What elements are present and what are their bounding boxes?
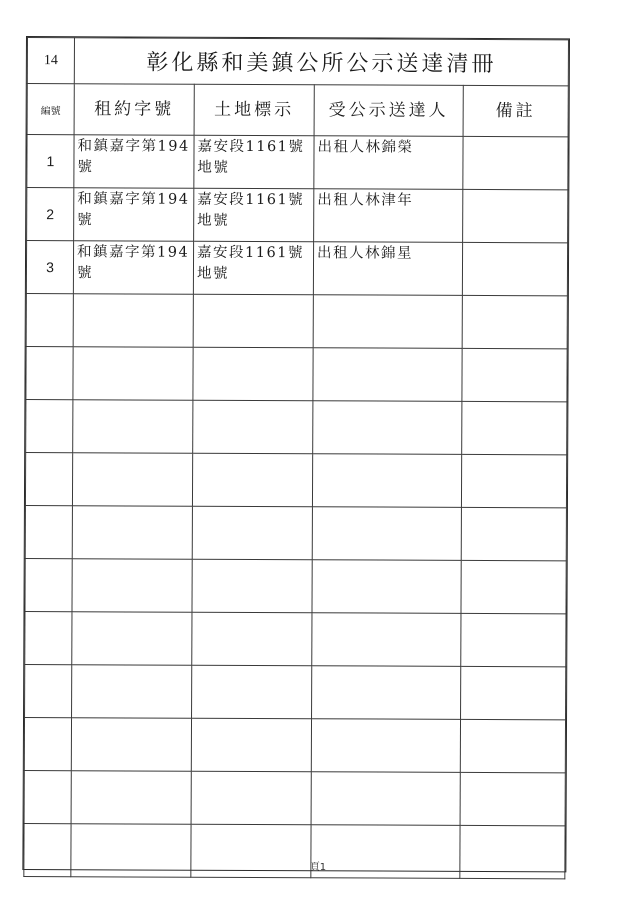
table-row — [24, 718, 565, 773]
land-cell — [193, 400, 313, 454]
note-cell — [461, 454, 566, 507]
row-number — [25, 559, 72, 612]
table-row — [24, 770, 565, 825]
note-cell — [460, 719, 565, 772]
page-number: 14 — [27, 38, 74, 84]
row-number — [26, 347, 73, 400]
row-number — [25, 665, 72, 718]
recipient-cell — [312, 454, 461, 508]
lease-number-cell — [73, 347, 193, 401]
lease-number-cell — [73, 294, 193, 348]
row-number: 1 — [27, 135, 74, 188]
land-cell — [192, 665, 312, 719]
recipient-cell — [312, 560, 461, 614]
table-row — [27, 135, 568, 190]
title-row — [27, 38, 568, 86]
land-cell — [193, 347, 313, 401]
note-cell — [461, 507, 566, 560]
note-cell — [461, 666, 566, 719]
row-number — [24, 770, 71, 823]
land-cell: 嘉安段1161號地號 — [194, 135, 314, 189]
recipient-cell: 出租人林錦榮 — [314, 136, 463, 190]
lease-number-cell — [72, 612, 192, 666]
table-row — [26, 241, 567, 296]
table-row — [26, 294, 567, 349]
lease-number-cell — [72, 506, 192, 560]
land-cell — [192, 612, 312, 666]
row-number — [26, 294, 73, 347]
recipient-cell — [312, 666, 461, 720]
note-cell — [462, 348, 567, 401]
note-cell — [461, 560, 566, 613]
table-row — [25, 612, 566, 667]
lease-number-cell — [72, 559, 192, 613]
page-footer: 頁1 — [309, 862, 327, 873]
table-row — [25, 559, 566, 614]
note-cell — [463, 189, 568, 242]
document-title: 彰化縣和美鎮公所公示送達清冊 — [74, 38, 568, 86]
header-row — [27, 84, 568, 137]
note-cell — [462, 401, 567, 454]
table-row — [25, 453, 566, 508]
land-cell — [191, 718, 311, 772]
land-cell: 嘉安段1161號地號 — [193, 241, 313, 295]
land-cell — [192, 453, 312, 507]
table-row — [26, 400, 567, 455]
lease-number-cell: 和鎮嘉字第194號 — [74, 135, 194, 189]
lease-number-cell: 和鎮嘉字第194號 — [74, 188, 194, 242]
lease-number-cell — [71, 771, 191, 825]
table-row — [25, 665, 566, 720]
recipient-cell: 出租人林津年 — [314, 189, 463, 243]
land-cell — [193, 294, 313, 348]
lease-number-cell — [72, 453, 192, 507]
note-cell — [463, 136, 568, 189]
recipient-cell: 出租人林錦星 — [313, 242, 462, 296]
row-number: 2 — [27, 188, 74, 241]
land-cell — [192, 506, 312, 560]
lease-number-cell — [73, 400, 193, 454]
recipient-cell — [313, 348, 462, 402]
column-header-recipient: 受公示送達人 — [314, 85, 463, 137]
recipient-cell — [313, 401, 462, 455]
recipient-cell — [311, 772, 460, 826]
public-notice-register-table — [23, 37, 569, 879]
note-cell — [460, 772, 565, 825]
column-header-no: 編號 — [27, 84, 74, 135]
recipient-cell — [313, 295, 462, 349]
row-number — [25, 612, 72, 665]
column-header-note: 備註 — [463, 85, 568, 136]
recipient-cell — [312, 507, 461, 561]
table-row — [27, 188, 568, 243]
note-cell — [462, 242, 567, 295]
table-row — [26, 347, 567, 402]
column-header-lease-no: 租約字號 — [74, 84, 194, 136]
column-header-land: 土地標示 — [194, 84, 314, 136]
row-number — [26, 400, 73, 453]
lease-number-cell: 和鎮嘉字第194號 — [73, 241, 193, 295]
lease-number-cell — [72, 665, 192, 719]
row-number: 3 — [26, 241, 73, 294]
land-cell — [191, 771, 311, 825]
note-cell — [461, 613, 566, 666]
note-cell — [462, 295, 567, 348]
row-number — [24, 718, 71, 771]
register-sheet — [22, 36, 570, 872]
recipient-cell — [311, 719, 460, 773]
land-cell: 嘉安段1161號地號 — [194, 188, 314, 242]
land-cell — [192, 559, 312, 613]
row-number — [25, 453, 72, 506]
table-row — [25, 506, 566, 561]
row-number — [25, 506, 72, 559]
lease-number-cell — [71, 718, 191, 772]
recipient-cell — [312, 613, 461, 667]
